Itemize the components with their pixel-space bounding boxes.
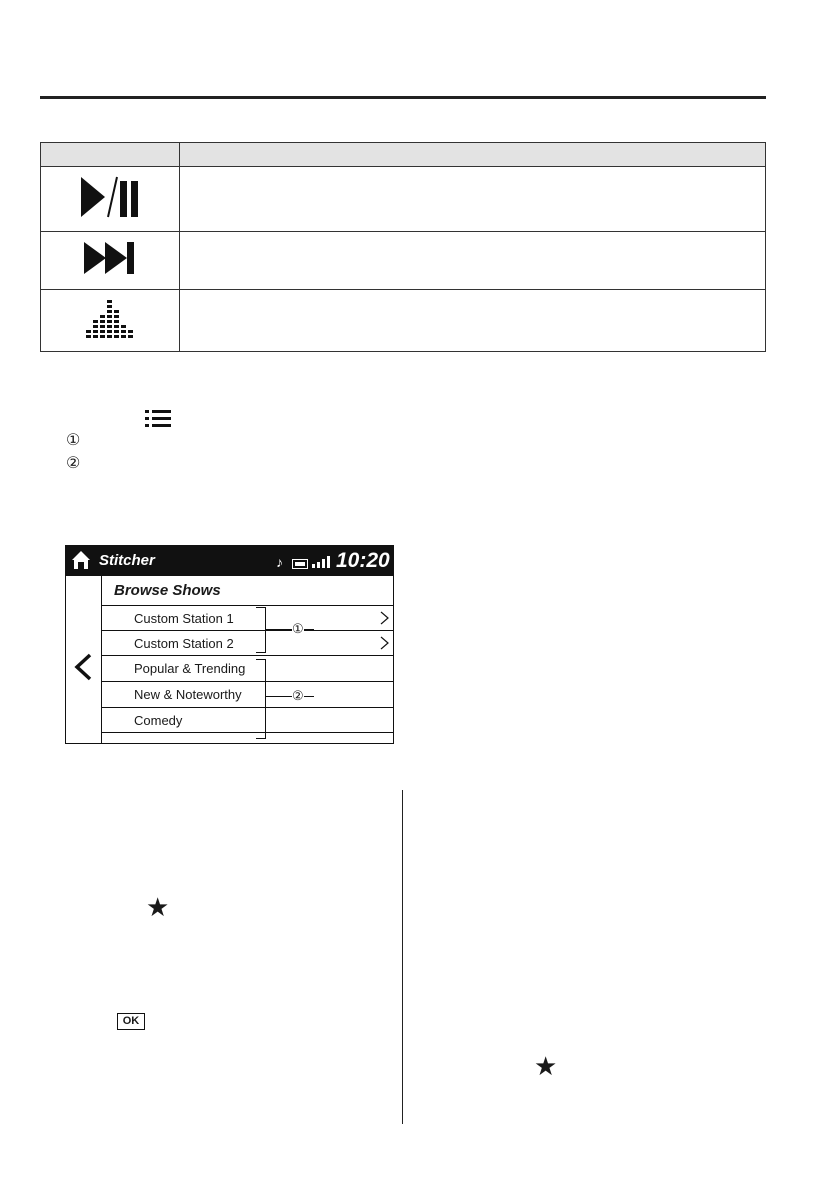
equalizer-icon xyxy=(86,297,134,339)
table-desc-cell xyxy=(180,167,766,232)
list-item-label: Custom Station 2 xyxy=(134,636,234,651)
screen-header xyxy=(66,546,393,576)
list-icon xyxy=(145,410,171,428)
icon-table xyxy=(40,142,766,352)
callout-line-2 xyxy=(266,696,314,697)
callout-marker-1: ① xyxy=(292,621,304,636)
list-title-text: Browse Shows xyxy=(114,582,221,599)
table-icon-cell xyxy=(41,167,180,232)
ok-key-glyph: OK xyxy=(117,1013,145,1030)
chevron-right-icon xyxy=(380,636,389,650)
top-rule xyxy=(40,96,766,99)
table-row xyxy=(41,167,766,232)
list-item-label: Popular & Trending xyxy=(134,661,246,676)
clock: 10:20 xyxy=(336,549,390,572)
bracket-group-2 xyxy=(256,659,266,739)
table-row xyxy=(41,232,766,290)
column-divider xyxy=(402,790,403,1124)
list-item[interactable] xyxy=(102,682,393,708)
table-header-icon-col xyxy=(41,143,180,167)
battery-icon xyxy=(292,559,308,569)
note-marker-1: ① xyxy=(66,432,81,449)
table-icon-cell xyxy=(41,290,180,352)
table-icon-cell xyxy=(41,232,180,290)
app-title: Stitcher xyxy=(99,552,155,569)
stitcher-screen xyxy=(65,545,394,744)
table-desc-cell xyxy=(180,232,766,290)
bracket-group-1 xyxy=(256,607,266,653)
signal-icon xyxy=(312,556,330,568)
table-header-row xyxy=(41,143,766,167)
callout-line-1 xyxy=(266,629,314,630)
chevron-right-icon xyxy=(380,611,389,625)
list-item[interactable] xyxy=(102,708,393,733)
callout-marker-2: ② xyxy=(292,688,304,703)
back-column[interactable] xyxy=(66,576,102,743)
star-icon: ★ xyxy=(146,892,170,922)
list-item-label: Comedy xyxy=(134,713,183,728)
table-row xyxy=(41,290,766,352)
table-header-desc-col xyxy=(180,143,766,167)
music-note-icon: ♪ xyxy=(276,554,283,570)
list-item[interactable] xyxy=(102,606,393,631)
list-item[interactable] xyxy=(102,631,393,656)
list-title xyxy=(102,576,393,606)
table-desc-cell xyxy=(180,290,766,352)
skip-forward-icon xyxy=(82,240,138,276)
list-item[interactable] xyxy=(102,733,393,743)
home-icon[interactable] xyxy=(71,550,91,570)
note-marker-2: ② xyxy=(66,455,81,472)
back-chevron-icon[interactable] xyxy=(73,653,93,681)
play-pause-icon xyxy=(79,175,141,219)
list-item[interactable] xyxy=(102,656,393,682)
list-item-label: Custom Station 1 xyxy=(134,611,234,626)
list-item-label: New & Noteworthy xyxy=(134,687,242,702)
star-icon: ★ xyxy=(534,1051,558,1081)
